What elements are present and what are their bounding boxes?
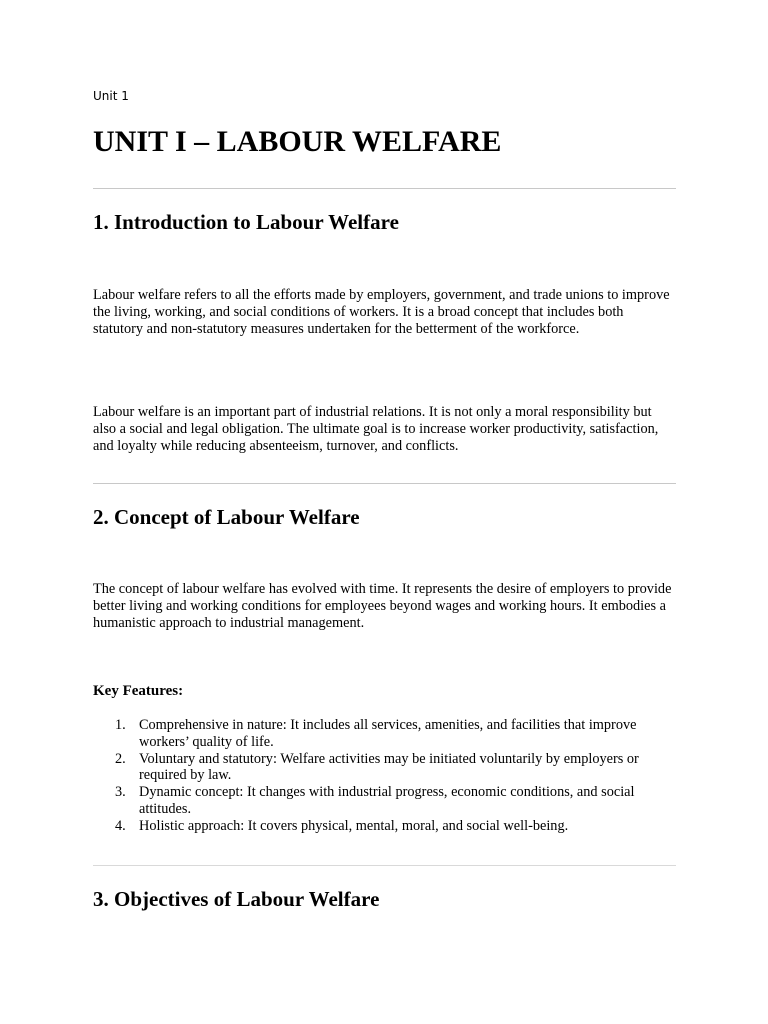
section-divider — [93, 865, 676, 866]
list-item — [93, 717, 676, 751]
introduction-paragraph-2: Labour welfare is an important part of industrial relations. It is not only a moral responsibility but also a social and legal obligation. The ultimate goal is to increase worker productivity, satisfaction, and loyalty while reducing absenteeism, turnover, and conflicts. — [93, 404, 659, 454]
list-item-text: Voluntary and statutory: Welfare activities may be initiated voluntarily by employers or required by law. — [139, 750, 639, 784]
list-item-text: Comprehensive in nature: It includes all services, amenities, and facilities that improve workers’ quality of life. — [139, 717, 637, 750]
document-title: UNIT I – LABOUR WELFARE — [93, 125, 502, 158]
introduction-paragraph-1: Labour welfare refers to all the efforts made by employers, government, and trade unions to improve the living, working, and social conditions of workers. It is a broad concept that includes both statutory and non-statutory measures undertaken for the betterment of the workforce. — [93, 287, 670, 337]
list-item-text: Dynamic concept: It changes with industrial progress, economic conditions, and social attitudes. — [139, 784, 635, 817]
concept-paragraph: The concept of labour welfare has evolved with time. It represents the desire of employers to provide better living and working conditions for employees beyond wages and working hours. It embodies a humanistic approach to industrial management. — [93, 581, 672, 631]
section-heading-objectives: 3. Objectives of Labour Welfare — [93, 887, 380, 911]
list-item-number: 4. — [115, 817, 126, 834]
list-item — [93, 751, 676, 785]
section-heading-introduction: 1. Introduction to Labour Welfare — [93, 210, 399, 234]
list-item — [93, 784, 676, 818]
section-divider — [93, 483, 676, 484]
section-divider — [93, 188, 676, 189]
list-item-text: Holistic approach: It covers physical, mental, moral, and social well-being. — [139, 817, 569, 834]
list-item-number: 1. — [115, 717, 126, 733]
list-item-number: 3. — [115, 784, 126, 801]
list-item — [93, 818, 676, 835]
unit-label: Unit 1 — [93, 89, 129, 103]
key-features-heading: Key Features: — [93, 683, 184, 699]
section-heading-concept: 2. Concept of Labour Welfare — [93, 505, 360, 529]
key-features-list — [93, 717, 676, 835]
list-item-number: 2. — [115, 750, 126, 767]
